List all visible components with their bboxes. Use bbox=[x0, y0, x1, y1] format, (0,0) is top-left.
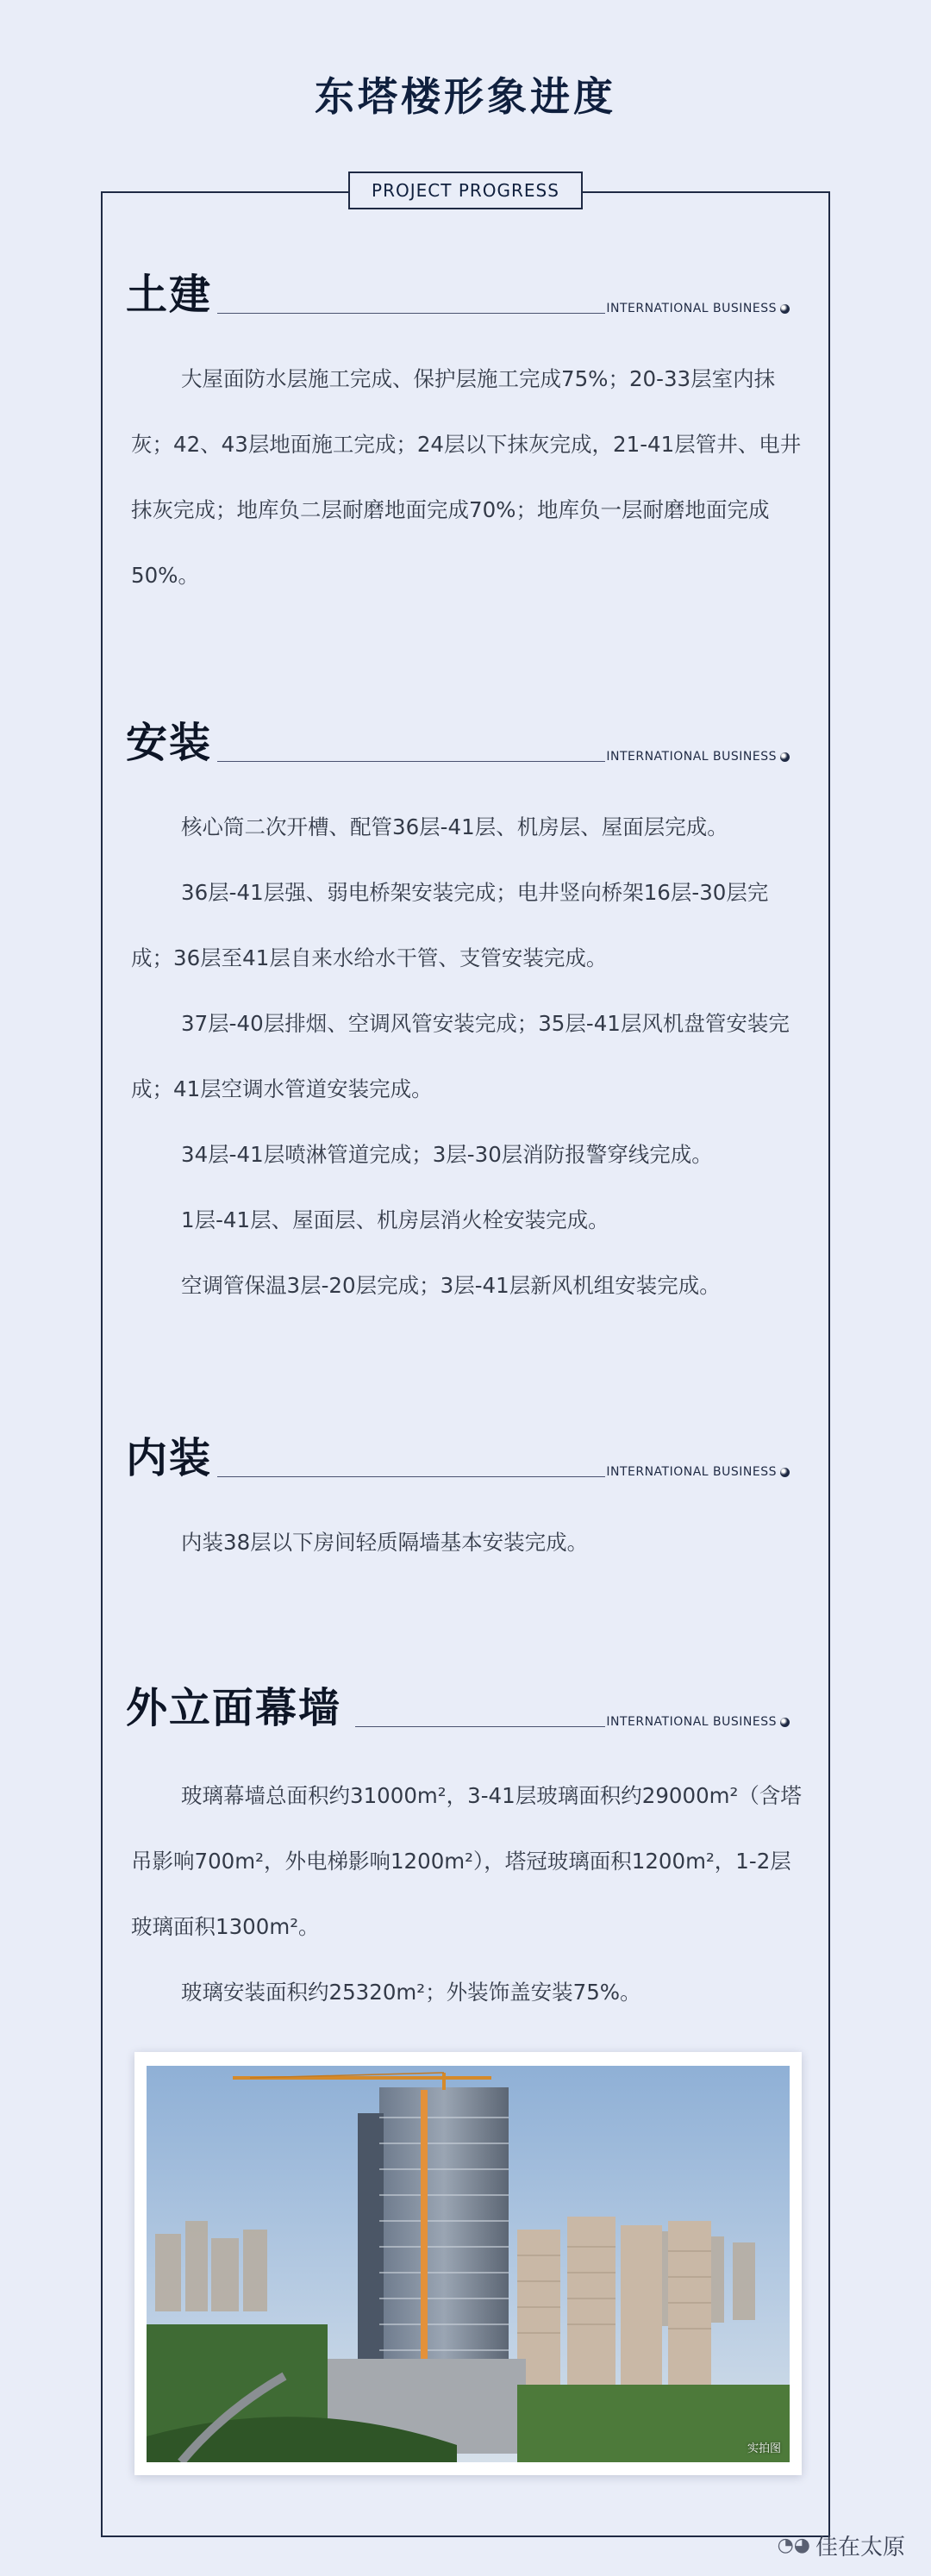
paragraph: 核心筒二次开槽、配管36层-41层、机房层、屋面层完成。 bbox=[181, 814, 728, 839]
globe-dot-icon bbox=[780, 1718, 790, 1727]
section-underline bbox=[217, 761, 605, 762]
section-underline bbox=[355, 1726, 605, 1727]
section-underline bbox=[217, 1476, 605, 1477]
section-underline bbox=[217, 313, 605, 314]
photo-frame bbox=[134, 2052, 802, 2475]
section-tagline: INTERNATIONAL BUSINESS bbox=[606, 1465, 790, 1479]
paragraph: 37层-40层排烟、空调风管安装完成；35层-41层风机盘管安装完成；41层空调水管道安装完成。 bbox=[131, 1011, 790, 1101]
section-title-civil: 土建 bbox=[126, 271, 213, 319]
section-tagline: INTERNATIONAL BUSINESS bbox=[606, 302, 790, 315]
globe-dot-icon bbox=[780, 752, 790, 762]
watermark-text: 佳在太原 bbox=[815, 2535, 905, 2560]
paragraph: 大屋面防水层施工完成、保护层施工完成75%；20-33层室内抹灰；42、43层地面施工完成；24层以下抹灰完成，21-41层管井、电井抹灰完成；地库负二层耐磨地面完成70%；地库负一层耐磨地面完成50%。 bbox=[131, 366, 802, 588]
tower-illustration bbox=[147, 2066, 790, 2462]
section-title-interior: 内装 bbox=[126, 1434, 213, 1482]
project-progress-tag: PROJECT PROGRESS bbox=[348, 172, 583, 209]
globe-dot-icon bbox=[780, 304, 790, 314]
paragraph: 空调管保温3层-20层完成；3层-41层新风机组安装完成。 bbox=[181, 1273, 721, 1298]
globe-dot-icon bbox=[780, 1468, 790, 1477]
paragraph: 1层-41层、屋面层、机房层消火栓安装完成。 bbox=[181, 1207, 609, 1232]
section-title-installation: 安装 bbox=[126, 719, 213, 767]
section-tagline: INTERNATIONAL BUSINESS bbox=[606, 750, 790, 764]
paragraph: 36层-41层强、弱电桥架安装完成；电井竖向桥架16层-30层完成；36层至41层自来水给水干管、支管安装完成。 bbox=[131, 880, 769, 970]
paragraph: 玻璃安装面积约25320m²；外装饰盖安装75%。 bbox=[181, 1980, 641, 2005]
page-title: 东塔楼形象进度 bbox=[315, 73, 616, 120]
paragraph: 34层-41层喷淋管道完成；3层-30层消防报警穿线完成。 bbox=[181, 1142, 713, 1167]
watermark bbox=[778, 2529, 905, 2561]
wechat-icon: ◔◕ bbox=[777, 2535, 810, 2556]
construction-photo bbox=[147, 2066, 790, 2462]
section-tagline: INTERNATIONAL BUSINESS bbox=[606, 1715, 790, 1729]
paragraph: 玻璃幕墙总面积约31000m²，3-41层玻璃面积约29000m²（含塔吊影响700m²，外电梯影响1200m²），塔冠玻璃面积1200m²，1-2层玻璃面积1300m²。 bbox=[131, 1783, 802, 1939]
section-title-facade: 外立面幕墙 bbox=[126, 1684, 342, 1732]
photo-caption: 实拍图 bbox=[747, 2442, 781, 2455]
paragraph: 内装38层以下房间轻质隔墙基本安装完成。 bbox=[181, 1530, 589, 1555]
